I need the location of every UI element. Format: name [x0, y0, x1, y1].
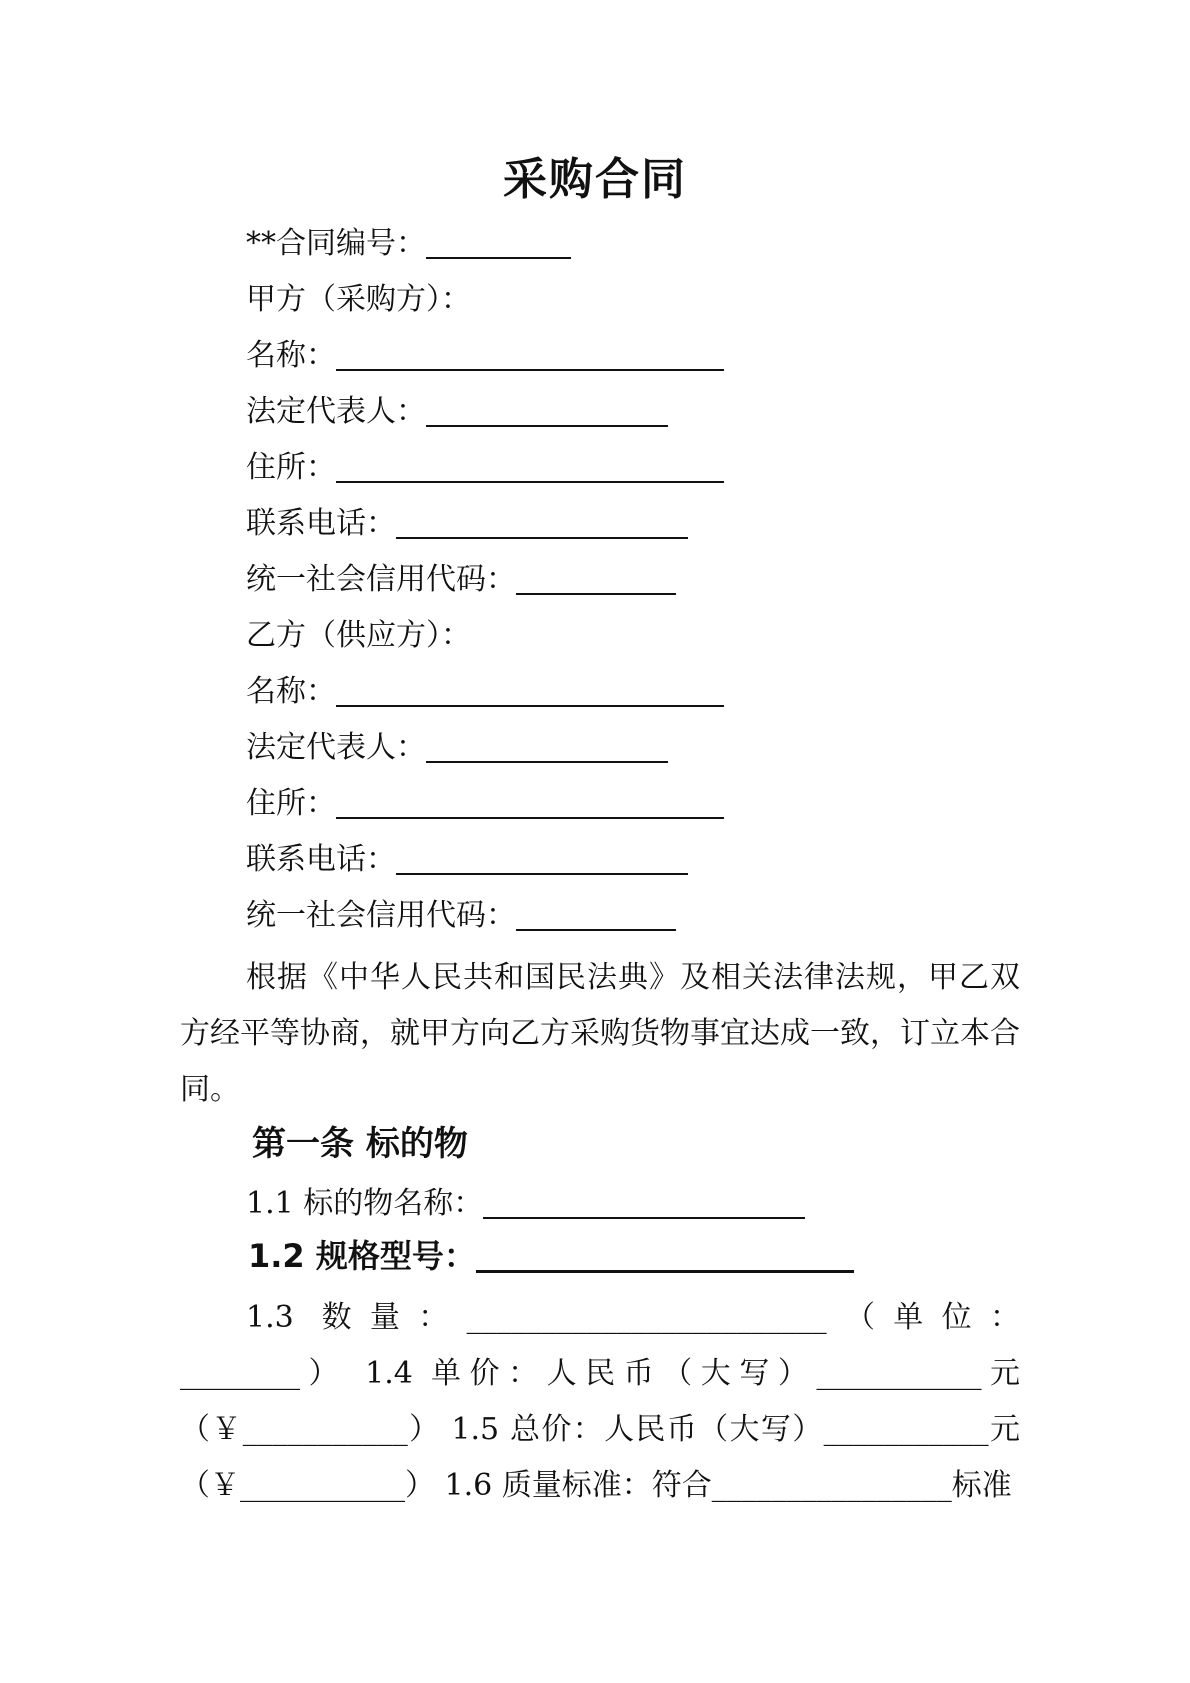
- party-b-addr-blank[interactable]: [336, 787, 724, 819]
- party-b-header: 乙方（供应方）：: [246, 618, 471, 653]
- party-a-phone-line: [246, 504, 688, 544]
- item-1-1-blank[interactable]: [483, 1187, 805, 1219]
- party-b-rep-blank[interactable]: [426, 731, 668, 763]
- party-a-phone-label: 联系电话：: [246, 506, 396, 541]
- party-a-phone-blank[interactable]: [396, 507, 688, 539]
- party-b-credit-blank[interactable]: [516, 899, 676, 931]
- party-a-addr-line: [246, 448, 724, 488]
- document-title: 采购合同: [503, 154, 687, 205]
- item-1-1-line: [246, 1184, 805, 1224]
- clause-1-3-to-1-6: 1.3 数量：________________________（单位：________） 1.4 单价：人民币（大写）___________元（￥___________） 1.5 总价：人民币（大写）___________元（￥___________） 1.6 质量标准：符合________________标准: [180, 1300, 1020, 1503]
- item-1-2-blank[interactable]: [476, 1240, 854, 1273]
- item-1-1-label: 1.1 标的物名称：: [246, 1186, 484, 1221]
- contract-number-label: **合同编号：: [246, 226, 426, 261]
- party-a-name-blank[interactable]: [336, 339, 724, 371]
- party-a-name-label: 名称：: [246, 338, 336, 373]
- contract-number-blank[interactable]: [426, 227, 571, 259]
- item-1-2-label: 1.2 规格型号：: [248, 1237, 476, 1275]
- party-b-addr-line: [246, 784, 724, 824]
- party-b-rep-label: 法定代表人：: [246, 730, 426, 765]
- contract-number-line: [246, 224, 571, 264]
- party-a-name-line: [246, 336, 724, 376]
- party-a-addr-label: 住所：: [246, 450, 336, 485]
- preamble-paragraph: 根据《中华人民共和国民法典》及相关法律法规，甲乙双方经平等协商，就甲方向乙方采购货物事宜达成一致，订立本合同。: [180, 960, 1020, 1107]
- party-a-credit-blank[interactable]: [516, 563, 676, 595]
- party-a-rep-line: [246, 392, 668, 432]
- party-b-phone-blank[interactable]: [396, 843, 688, 875]
- item-1-2-line: [248, 1234, 854, 1278]
- party-b-phone-label: 联系电话：: [246, 842, 396, 877]
- party-a-credit-label: 统一社会信用代码：: [246, 562, 516, 597]
- party-b-rep-line: [246, 728, 668, 768]
- party-a-credit-line: [246, 560, 676, 600]
- party-b-name-line: [246, 672, 724, 712]
- party-b-addr-label: 住所：: [246, 786, 336, 821]
- article-1-heading: 第一条 标的物: [252, 1124, 468, 1164]
- party-b-name-label: 名称：: [246, 674, 336, 709]
- party-a-rep-blank[interactable]: [426, 395, 668, 427]
- party-a-rep-label: 法定代表人：: [246, 394, 426, 429]
- party-b-credit-label: 统一社会信用代码：: [246, 898, 516, 933]
- party-b-credit-line: [246, 896, 676, 936]
- party-b-name-blank[interactable]: [336, 675, 724, 707]
- party-a-header: 甲方（采购方）：: [246, 282, 471, 317]
- party-b-phone-line: [246, 840, 688, 880]
- party-a-addr-blank[interactable]: [336, 451, 724, 483]
